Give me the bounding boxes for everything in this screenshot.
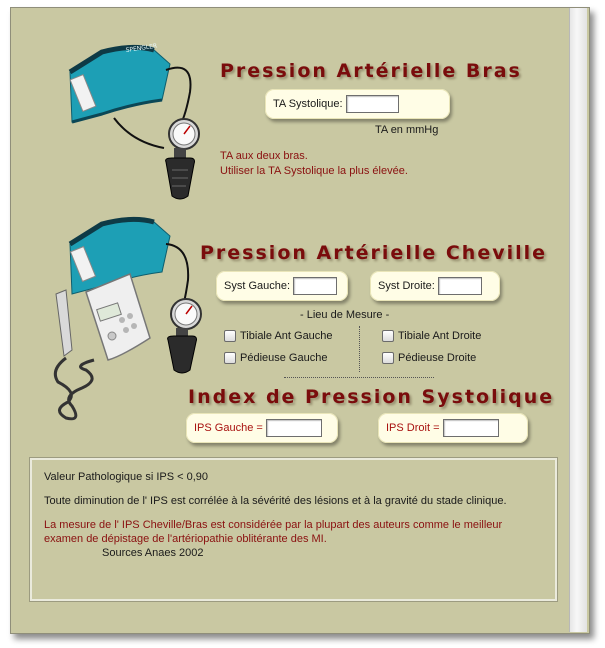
site-option-tibial-left[interactable] xyxy=(224,330,333,342)
arm-advice-line-2: Utiliser la TA Systolique la plus élevée. xyxy=(220,165,408,177)
checkbox-tibial-right[interactable] xyxy=(382,330,394,342)
arm-section-title: Pression Artérielle Bras xyxy=(220,60,522,82)
checkbox-tibial-left[interactable] xyxy=(224,330,236,342)
checkbox-label: Tibiale Ant Droite xyxy=(398,330,482,342)
site-option-pedal-right[interactable] xyxy=(382,352,476,364)
checkbox-label: Tibiale Ant Gauche xyxy=(240,330,333,342)
site-option-pedal-left[interactable] xyxy=(224,352,327,364)
checkbox-label: Pédieuse Droite xyxy=(398,352,477,364)
ips-left-field-group xyxy=(186,413,338,443)
unit-note: TA en mmHg xyxy=(375,124,439,136)
ankle-left-input[interactable] xyxy=(293,277,337,295)
ips-right-label: IPS Droit = xyxy=(386,422,440,434)
horizontal-divider xyxy=(284,377,434,378)
measurement-site-caption: - Lieu de Mesure - xyxy=(300,309,390,321)
index-section-title: Index de Pression Systolique xyxy=(188,386,555,408)
site-option-tibial-right[interactable] xyxy=(382,330,481,342)
checkbox-label: Pédieuse Gauche xyxy=(240,352,328,364)
ips-right-input[interactable] xyxy=(443,419,499,437)
arm-systolic-field-group xyxy=(265,89,450,119)
pathological-threshold-text: Valeur Pathologique si IPS < 0,90 xyxy=(44,471,208,483)
brand-mark: SPENGLER xyxy=(125,42,158,54)
ips-consensus-text: La mesure de l' IPS Cheville/Bras est considérée par la plupart des auteurs comme le meilleur examen de dépistage de l'artériopathie oblitérante des MI. xyxy=(44,519,503,545)
ankle-right-field-group xyxy=(370,271,500,301)
ips-left-input[interactable] xyxy=(266,419,322,437)
ips-left-label: IPS Gauche = xyxy=(194,422,263,434)
ips-decrease-text: Toute diminution de l' IPS est corrélée à la sévérité des lésions et à la gravité du stade clinique. xyxy=(44,495,507,507)
arm-systolic-input[interactable] xyxy=(346,95,399,113)
info-box xyxy=(30,458,557,601)
arm-advice-line-1: TA aux deux bras. xyxy=(220,150,308,162)
ankle-section-title: Pression Artérielle Cheville xyxy=(200,242,548,264)
arm-systolic-label: TA Systolique: xyxy=(273,98,343,110)
checkbox-pedal-right[interactable] xyxy=(382,352,394,364)
ips-right-field-group xyxy=(378,413,528,443)
vertical-scrollbar[interactable] xyxy=(569,8,587,632)
vertical-divider xyxy=(359,326,360,372)
ankle-left-field-group xyxy=(216,271,348,301)
ankle-right-label: Syst Droite: xyxy=(378,280,435,292)
checkbox-pedal-left[interactable] xyxy=(224,352,236,364)
source-text: Sources Anaes 2002 xyxy=(102,547,204,559)
blood-pressure-cuff-icon xyxy=(62,30,212,200)
ankle-right-input[interactable] xyxy=(438,277,482,295)
ankle-left-label: Syst Gauche: xyxy=(224,280,291,292)
